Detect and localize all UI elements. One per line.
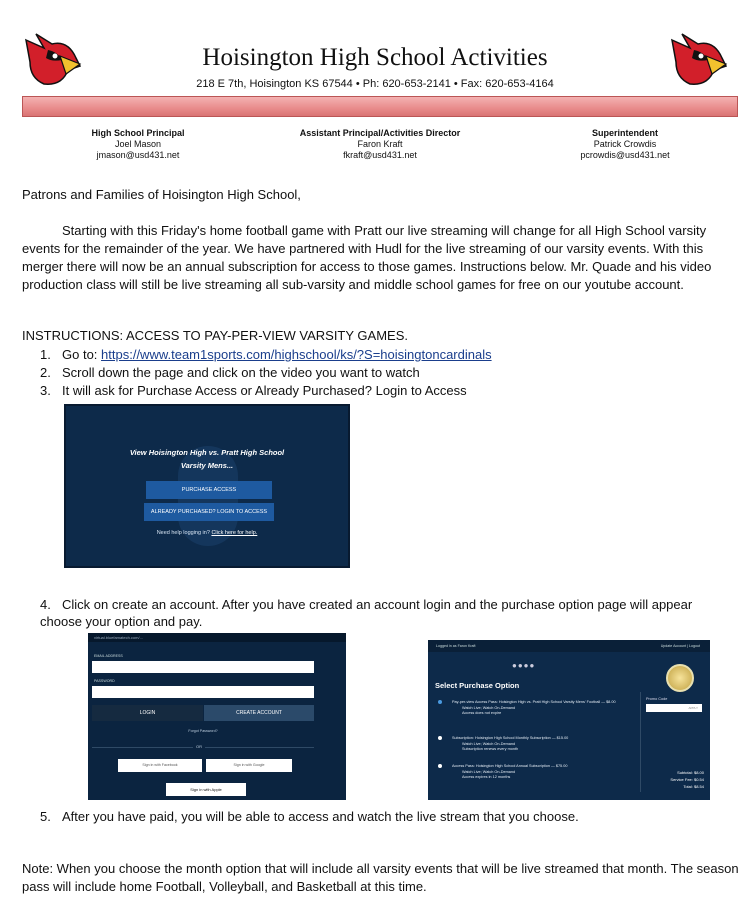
promo-code-label: Promo Code [646, 697, 668, 701]
step-1: 1. Go to: https://www.team1sports.com/highschool/ks/?S=hoisingtoncardinals [40, 347, 492, 362]
purchase-option[interactable]: Subscription: Hoisington High School Monthly Subscription — $15.00 Watch Live; Watch On-Demand Subscription renews every month [452, 736, 642, 753]
staff-role: High School Principal [91, 128, 185, 138]
staff-superintendent [540, 128, 710, 161]
or-label: OR [193, 744, 205, 749]
subtotal-value: Subtotal: $8.00 [677, 770, 704, 775]
purchase-option[interactable]: Pay-per-view Access Pass: Hoisington High vs. Pratt High School Varsity Mens' Football — $8.00 Watch Live; Watch On-Demand Access does not expire [452, 700, 642, 717]
password-input[interactable] [92, 686, 314, 698]
step-progress-dots: ●●●● [512, 661, 536, 670]
letterhead-title: Hoisington High School Activities [202, 44, 548, 71]
letter-greeting: Patrons and Families of Hoisington High School, [22, 187, 301, 202]
letterhead-divider-bar [22, 96, 738, 117]
already-purchased-login-button[interactable]: ALREADY PURCHASED? LOGIN TO ACCESS [144, 503, 274, 521]
total-value: Total: $8.54 [683, 784, 704, 789]
letter-note: Note: When you choose the month option that will include all varsity events that will be live streamed that month. The season pass will include home Football, Volleyball, and Basketball at this time. [22, 861, 739, 894]
staff-role: Superintendent [591, 128, 658, 138]
staff-assistant-principal [270, 128, 490, 161]
staff-role: Assistant Principal/Activities Director [299, 128, 461, 138]
google-signin-button[interactable]: Sign in with Google [206, 759, 292, 772]
staff-principal [68, 128, 208, 161]
account-bar: Logged in as Faron Kraft Update Account | Logout [428, 640, 710, 652]
radio-icon[interactable] [438, 736, 442, 740]
school-seal-logo [666, 664, 694, 692]
event-title: View Hoisington High vs. Pratt High School Varsity Mens... [129, 448, 285, 470]
staff-name: Faron Kraft [357, 139, 403, 149]
staff-email: pcrowdis@usd431.net [580, 150, 670, 160]
step-2: 2. Scroll down the page and click on the video you want to watch [40, 365, 420, 380]
staff-name: Patrick Crowdis [593, 139, 657, 149]
promo-code-input[interactable]: APPLY [646, 704, 702, 712]
staff-email: jmason@usd431.net [96, 150, 180, 160]
apple-signin-button[interactable]: Sign in with Apple [166, 783, 246, 796]
staff-name: Joel Mason [114, 139, 162, 149]
login-button[interactable]: LOGIN [92, 705, 203, 721]
forgot-password-link[interactable]: Forgot Password? [188, 729, 218, 733]
staff-email: fkraft@usd431.net [343, 150, 417, 160]
account-links[interactable]: Update Account | Logout [660, 644, 700, 648]
purchase-options-screenshot [428, 640, 710, 800]
help-link[interactable]: Click here for help. [211, 530, 258, 536]
login-screenshot [88, 633, 346, 800]
service-fee-value: Service Fee: $0.54 [670, 777, 704, 782]
radio-icon[interactable] [438, 764, 442, 768]
instructions-heading: INSTRUCTIONS: ACCESS TO PAY-PER-VIEW VARSITY GAMES. [22, 328, 408, 343]
facebook-signin-button[interactable]: Sign in with Facebook [118, 759, 202, 772]
purchase-access-screenshot [64, 404, 350, 568]
step-4: 4. Click on create an account. After you have created an account login and the purchase option page will appear choose your option and pay. [40, 597, 693, 629]
radio-icon[interactable] [438, 700, 442, 704]
letterhead-address: 218 E 7th, Hoisington KS 67544 • Ph: 620-653-2141 • Fax: 620-653-4164 [196, 78, 554, 90]
email-label: EMAIL ADDRESS [94, 654, 123, 658]
step-5: 5. After you have paid, you will be able to access and watch the live stream that you choose. [40, 809, 579, 824]
select-option-heading: Select Purchase Option [435, 681, 520, 690]
letter-body: Starting with this Friday's home football game with Pratt our live streaming will change for all High School varsity events for the remainder of the year. We have partnered with Hudl for the live streaming of our varsity events. With this merger there will now be an annual subscription for access to those games. Instructions below. Mr. Quade and his video production class will still be live streaming all sub-varsity and middle school games for free on our youtube account. [22, 223, 712, 292]
email-input[interactable] [92, 661, 314, 673]
team1sports-link[interactable]: https://www.team1sports.com/highschool/ks/?S=hoisingtoncardinals [101, 347, 492, 362]
purchase-access-button[interactable]: PURCHASE ACCESS [146, 481, 272, 499]
browser-url-bar: virtual.bluefamatech.com/... [88, 633, 346, 642]
purchase-option[interactable]: Access Pass: Hoisington High School Annual Subscription — $75.00 Watch Live; Watch On-Demand Access expires in 12 months [452, 764, 642, 781]
login-help-text: Need help logging in? Click here for help. [156, 530, 258, 536]
create-account-button[interactable]: CREATE ACCOUNT [204, 705, 314, 721]
step-3: 3. It will ask for Purchase Access or Already Purchased? Login to Access [40, 383, 467, 398]
password-label: PASSWORD [94, 679, 115, 683]
